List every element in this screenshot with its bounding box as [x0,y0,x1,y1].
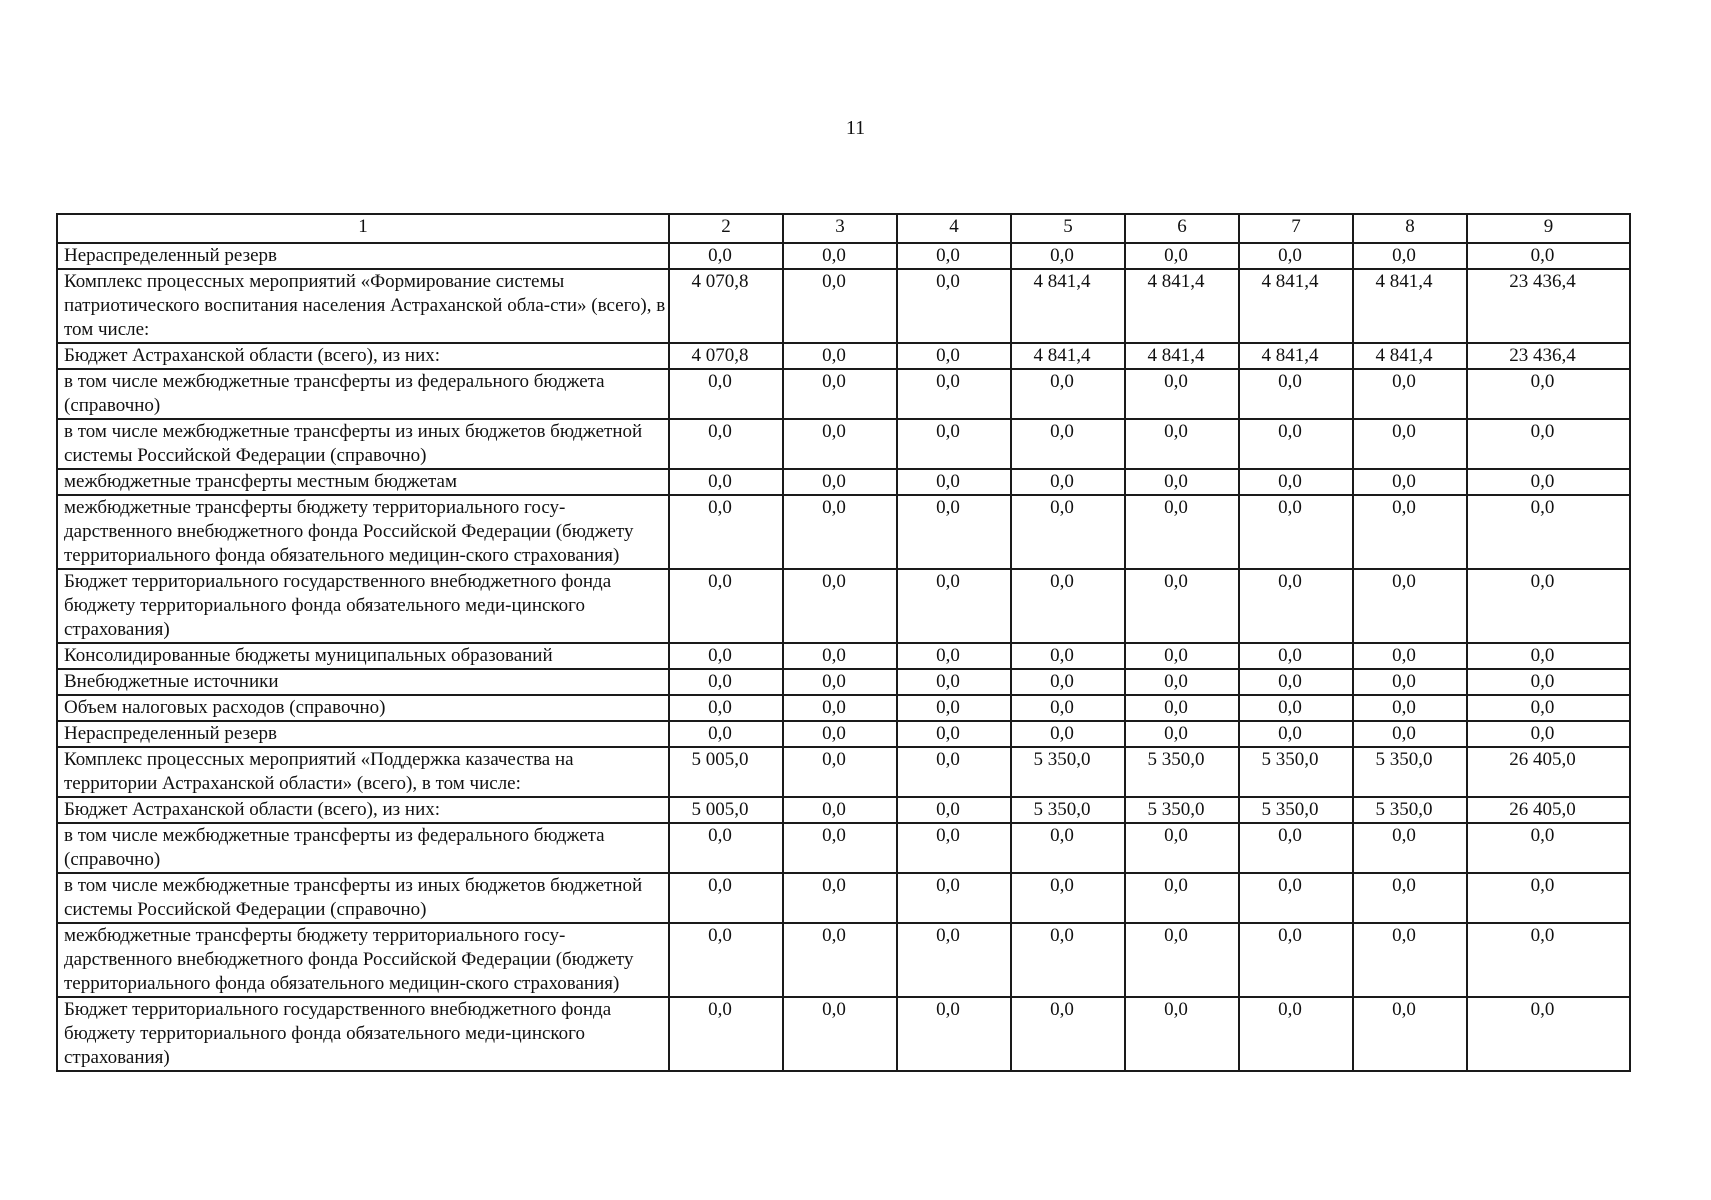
value-cell: 0,0 [1125,721,1239,747]
value-cell: 0,0 [1125,997,1239,1071]
value-cell: 5 350,0 [1125,747,1239,797]
value-cell: 0,0 [669,369,783,419]
value-cell: 0,0 [669,495,783,569]
value-cell: 0,0 [1011,669,1125,695]
table-row [57,495,1630,569]
value-cell: 0,0 [1239,419,1353,469]
value-cell: 4 841,4 [1353,269,1467,343]
value-cell: 0,0 [669,643,783,669]
value-cell: 0,0 [1239,721,1353,747]
value-cell: 4 841,4 [1239,269,1353,343]
value-cell: 0,0 [1353,643,1467,669]
value-cell: 0,0 [897,695,1011,721]
row-label: Комплекс процессных мероприятий «Формирование системы патриотического воспитания населения Астраханской обла-сти» (всего), в том числе: [57,269,669,343]
value-cell: 0,0 [1467,643,1630,669]
value-cell: 0,0 [783,243,897,269]
row-label: Бюджет Астраханской области (всего), из них: [57,343,669,369]
value-cell: 0,0 [1125,369,1239,419]
value-cell: 0,0 [897,797,1011,823]
table-row [57,747,1630,797]
table-row [57,243,1630,269]
row-label: Комплекс процессных мероприятий «Поддержка казачества на территории Астраханской области» (всего), в том числе: [57,747,669,797]
value-cell: 0,0 [1011,695,1125,721]
value-cell: 0,0 [783,695,897,721]
value-cell: 0,0 [669,923,783,997]
value-cell: 0,0 [897,823,1011,873]
value-cell: 0,0 [897,997,1011,1071]
row-label: в том числе межбюджетные трансферты из иных бюджетов бюджетной системы Российской Федерации (справочно) [57,873,669,923]
value-cell: 0,0 [783,873,897,923]
value-cell: 0,0 [1239,873,1353,923]
value-cell: 0,0 [1011,873,1125,923]
table-row [57,369,1630,419]
row-label: Бюджет территориального государственного внебюджетного фонда бюджету территориального фонда обязательного меди-цинского страхования) [57,997,669,1071]
table-row [57,643,1630,669]
value-cell: 0,0 [1011,495,1125,569]
value-cell: 0,0 [1011,721,1125,747]
table-row [57,669,1630,695]
value-cell: 0,0 [897,747,1011,797]
value-cell: 0,0 [783,369,897,419]
column-number: 4 [897,214,1011,243]
value-cell: 0,0 [897,669,1011,695]
value-cell: 0,0 [897,269,1011,343]
value-cell: 0,0 [783,469,897,495]
table-row [57,419,1630,469]
value-cell: 4 841,4 [1125,343,1239,369]
value-cell: 0,0 [1011,243,1125,269]
value-cell: 0,0 [1467,669,1630,695]
value-cell: 0,0 [1467,923,1630,997]
value-cell: 0,0 [1467,569,1630,643]
value-cell: 0,0 [783,643,897,669]
column-number: 8 [1353,214,1467,243]
value-cell: 0,0 [1011,369,1125,419]
row-label: Внебюджетные источники [57,669,669,695]
value-cell: 5 350,0 [1011,797,1125,823]
value-cell: 0,0 [783,997,897,1071]
value-cell: 0,0 [1467,243,1630,269]
table-row [57,873,1630,923]
value-cell: 0,0 [1353,669,1467,695]
value-cell: 0,0 [669,695,783,721]
value-cell: 4 841,4 [1011,343,1125,369]
value-cell: 0,0 [669,669,783,695]
value-cell: 0,0 [897,419,1011,469]
value-cell: 0,0 [1011,419,1125,469]
row-label: межбюджетные трансферты бюджету территориального госу-дарственного внебюджетного фонда Российской Федерации (бюджету территориального фонда обязательного медицин-ского страхования) [57,495,669,569]
row-label: Консолидированные бюджеты муниципальных образований [57,643,669,669]
value-cell: 0,0 [897,343,1011,369]
value-cell: 0,0 [783,419,897,469]
table-row [57,721,1630,747]
value-cell: 0,0 [1467,823,1630,873]
row-label: в том числе межбюджетные трансферты из федерального бюджета (справочно) [57,369,669,419]
value-cell: 0,0 [1011,643,1125,669]
value-cell: 5 350,0 [1239,747,1353,797]
page-number: 11 [845,117,866,139]
value-cell: 0,0 [1353,823,1467,873]
value-cell: 0,0 [897,873,1011,923]
value-cell: 0,0 [783,495,897,569]
table-row [57,695,1630,721]
budget-table [56,213,1631,1072]
value-cell: 23 436,4 [1467,269,1630,343]
value-cell: 0,0 [1125,669,1239,695]
value-cell: 0,0 [1125,243,1239,269]
value-cell: 0,0 [897,569,1011,643]
value-cell: 0,0 [1125,419,1239,469]
value-cell: 0,0 [1011,569,1125,643]
value-cell: 4 841,4 [1125,269,1239,343]
value-cell: 5 005,0 [669,797,783,823]
value-cell: 0,0 [1011,923,1125,997]
row-label: в том числе межбюджетные трансферты из иных бюджетов бюджетной системы Российской Федерации (справочно) [57,419,669,469]
value-cell: 4 070,8 [669,343,783,369]
value-cell: 0,0 [897,369,1011,419]
value-cell: 0,0 [1353,243,1467,269]
row-label: в том числе межбюджетные трансферты из федерального бюджета (справочно) [57,823,669,873]
column-number: 5 [1011,214,1125,243]
value-cell: 0,0 [783,797,897,823]
value-cell: 5 005,0 [669,747,783,797]
value-cell: 0,0 [1011,469,1125,495]
table-row [57,797,1630,823]
table-row [57,269,1630,343]
value-cell: 5 350,0 [1011,747,1125,797]
value-cell: 0,0 [669,419,783,469]
value-cell: 0,0 [1239,469,1353,495]
row-label: межбюджетные трансферты местным бюджетам [57,469,669,495]
value-cell: 4 841,4 [1353,343,1467,369]
value-cell: 0,0 [669,243,783,269]
value-cell: 0,0 [1239,997,1353,1071]
value-cell: 0,0 [1239,823,1353,873]
value-cell: 0,0 [783,721,897,747]
value-cell: 5 350,0 [1239,797,1353,823]
column-number: 3 [783,214,897,243]
value-cell: 5 350,0 [1353,747,1467,797]
value-cell: 26 405,0 [1467,797,1630,823]
value-cell: 0,0 [1239,369,1353,419]
value-cell: 0,0 [783,823,897,873]
value-cell: 0,0 [897,643,1011,669]
value-cell: 0,0 [1239,923,1353,997]
value-cell: 0,0 [1239,495,1353,569]
value-cell: 0,0 [897,923,1011,997]
value-cell: 0,0 [1125,823,1239,873]
value-cell: 4 841,4 [1011,269,1125,343]
column-number: 7 [1239,214,1353,243]
value-cell: 0,0 [669,721,783,747]
value-cell: 0,0 [897,469,1011,495]
value-cell: 0,0 [1467,695,1630,721]
value-cell: 0,0 [1125,643,1239,669]
value-cell: 0,0 [783,269,897,343]
value-cell: 0,0 [669,873,783,923]
value-cell: 5 350,0 [1353,797,1467,823]
value-cell: 0,0 [897,495,1011,569]
value-cell: 0,0 [1467,469,1630,495]
table-row [57,469,1630,495]
value-cell: 0,0 [1125,923,1239,997]
column-number: 6 [1125,214,1239,243]
value-cell: 0,0 [1353,695,1467,721]
value-cell: 0,0 [669,997,783,1071]
value-cell: 0,0 [783,343,897,369]
value-cell: 0,0 [1239,695,1353,721]
value-cell: 5 350,0 [1125,797,1239,823]
value-cell: 0,0 [897,243,1011,269]
value-cell: 26 405,0 [1467,747,1630,797]
value-cell: 0,0 [783,669,897,695]
value-cell: 0,0 [1125,495,1239,569]
table-row [57,997,1630,1071]
value-cell: 0,0 [783,747,897,797]
row-label: Объем налоговых расходов (справочно) [57,695,669,721]
value-cell: 0,0 [1467,873,1630,923]
value-cell: 0,0 [783,569,897,643]
value-cell: 0,0 [1125,873,1239,923]
value-cell: 4 070,8 [669,269,783,343]
value-cell: 0,0 [1467,419,1630,469]
row-label: Бюджет территориального государственного внебюджетного фонда бюджету территориального фонда обязательного меди-цинского страхования) [57,569,669,643]
value-cell: 0,0 [1125,569,1239,643]
value-cell: 0,0 [669,823,783,873]
value-cell: 0,0 [1353,923,1467,997]
value-cell: 0,0 [1467,369,1630,419]
row-label: межбюджетные трансферты бюджету территориального госу-дарственного внебюджетного фонда Российской Федерации (бюджету территориального фонда обязательного медицин-ского страхования) [57,923,669,997]
value-cell: 0,0 [1239,569,1353,643]
value-cell: 0,0 [669,569,783,643]
value-cell: 0,0 [897,721,1011,747]
value-cell: 0,0 [1467,997,1630,1071]
value-cell: 0,0 [1125,469,1239,495]
column-number-row [57,214,1630,243]
value-cell: 0,0 [1353,721,1467,747]
value-cell: 0,0 [1239,243,1353,269]
value-cell: 0,0 [1353,873,1467,923]
table-body [57,243,1630,1071]
value-cell: 0,0 [1353,997,1467,1071]
value-cell: 0,0 [1239,643,1353,669]
value-cell: 0,0 [1353,469,1467,495]
table-row [57,923,1630,997]
row-label: Нераспределенный резерв [57,721,669,747]
value-cell: 0,0 [1353,369,1467,419]
value-cell: 0,0 [1125,695,1239,721]
value-cell: 0,0 [1353,419,1467,469]
value-cell: 23 436,4 [1467,343,1630,369]
value-cell: 0,0 [669,469,783,495]
value-cell: 0,0 [1467,721,1630,747]
value-cell: 0,0 [783,923,897,997]
value-cell: 0,0 [1353,569,1467,643]
value-cell: 0,0 [1467,495,1630,569]
row-label: Нераспределенный резерв [57,243,669,269]
value-cell: 4 841,4 [1239,343,1353,369]
table-row [57,569,1630,643]
value-cell: 0,0 [1011,823,1125,873]
row-label: Бюджет Астраханской области (всего), из них: [57,797,669,823]
value-cell: 0,0 [1353,495,1467,569]
column-number: 1 [57,214,669,243]
table-row [57,823,1630,873]
column-number: 9 [1467,214,1630,243]
value-cell: 0,0 [1239,669,1353,695]
table-row [57,343,1630,369]
value-cell: 0,0 [1011,997,1125,1071]
column-number: 2 [669,214,783,243]
